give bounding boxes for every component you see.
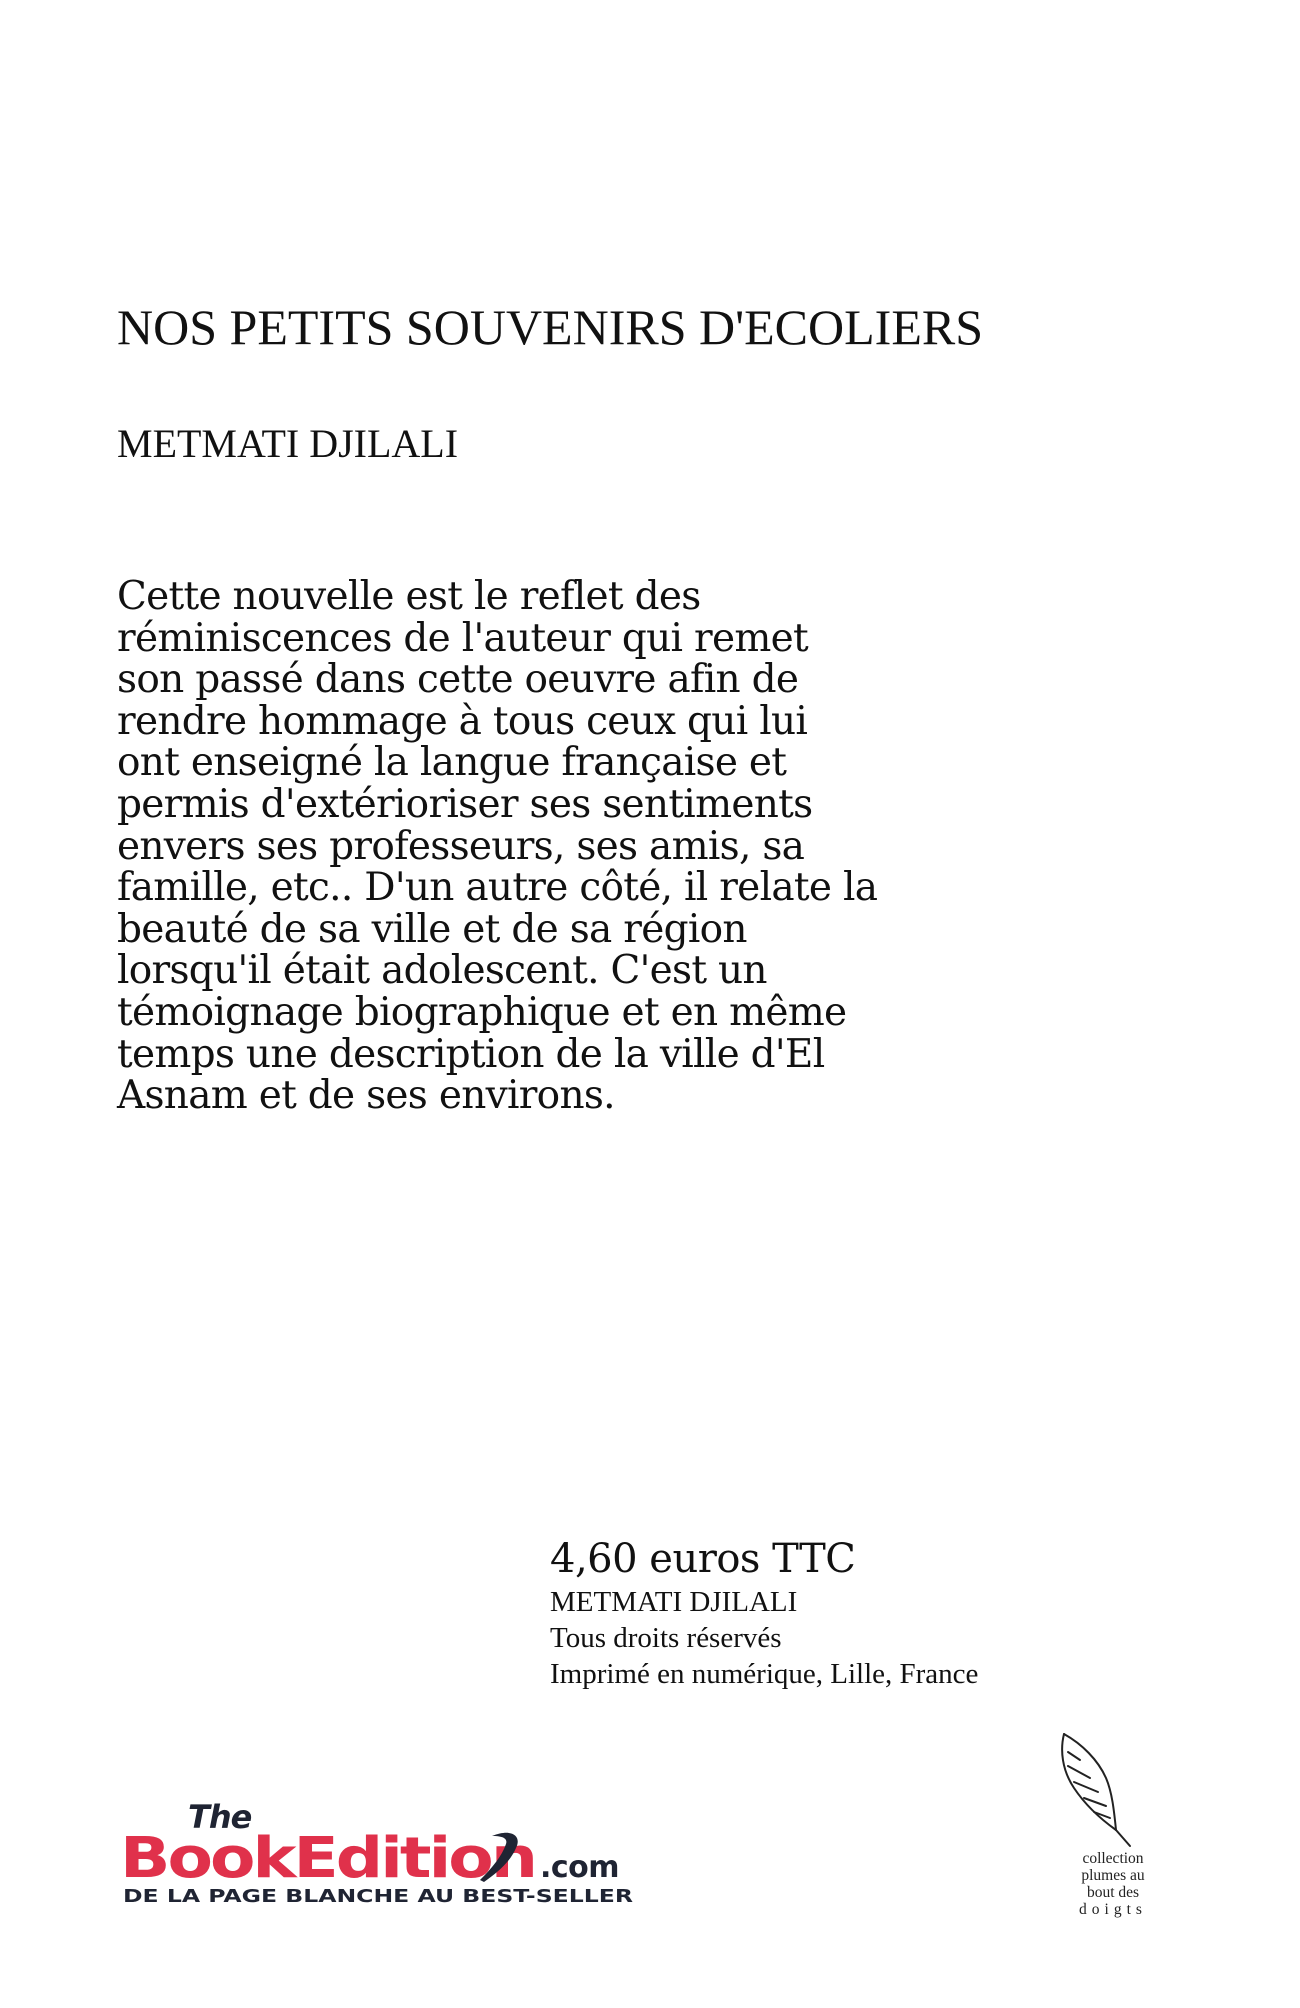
collection-line: bout des — [1086, 1884, 1140, 1901]
rights-notice: Tous droits réservés — [550, 1622, 782, 1654]
price: 4,60 euros TTC — [550, 1536, 856, 1582]
collection-line: plumes au — [1081, 1867, 1145, 1884]
logo-brand: BookEditi o — [120, 1826, 485, 1891]
blurb-line: beauté de sa ville et de sa région — [117, 906, 747, 952]
print-notice: Imprimé en numérique, Lille, France — [550, 1658, 979, 1690]
blurb-line: témoignage biographique et en même — [117, 989, 847, 1035]
book-author: METMATI DJILALI — [117, 421, 459, 466]
collection-line: collection — [1082, 1850, 1144, 1867]
blurb-line: lorsqu'il était adolescent. C'est un — [117, 948, 767, 994]
publisher-logo — [120, 1790, 710, 1905]
blurb-line: famille, etc.. D'un autre côté, il relate la — [117, 865, 878, 911]
blurb-line: son passé dans cette oeuvre afin de — [117, 657, 799, 703]
blurb-line: temps une description de la ville d'El — [117, 1031, 825, 1077]
back-cover-blurb — [117, 576, 997, 1117]
blurb-line: rendre hommage à tous ceux qui lui — [117, 698, 808, 744]
blurb-line: réminiscences de l'auteur qui remet — [117, 615, 808, 661]
blurb-line: ont enseigné la langue française et — [117, 740, 787, 786]
collection-line: doigts — [1079, 1901, 1147, 1918]
colophon — [550, 1534, 1250, 1692]
logo-tagline: DE LA PAGE BLANCHE AU BEST-SELLER — [123, 1887, 634, 1905]
logo-the: The — [188, 1798, 252, 1836]
logo-dotcom: .com — [540, 1850, 620, 1885]
blurb-line: Asnam et de ses environs. — [117, 1073, 615, 1119]
collection-label — [1038, 1850, 1188, 1918]
blurb-line: envers ses professeurs, ses amis, sa — [117, 823, 805, 869]
blurb-line: Cette nouvelle est le reflet des — [117, 574, 701, 619]
feather-quill-icon — [1038, 1730, 1188, 1848]
blurb-line: permis d'extérioriser ses sentiments — [117, 781, 813, 827]
collection-mark — [1038, 1730, 1188, 1918]
colophon-author: METMATI DJILALI — [550, 1586, 798, 1618]
book-title: NOS PETITS SOUVENIRS D'ECOLIERS — [117, 299, 984, 355]
